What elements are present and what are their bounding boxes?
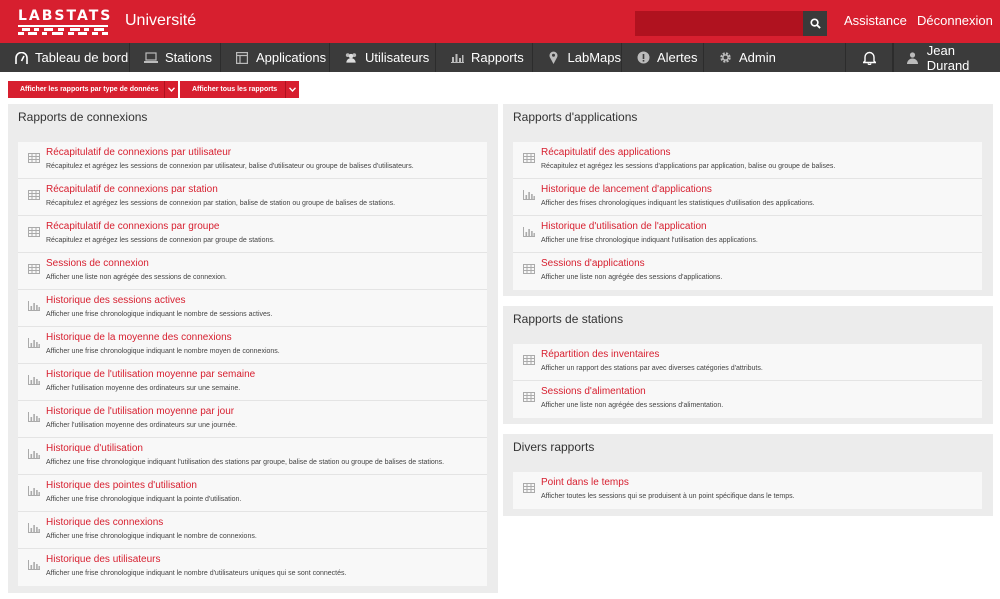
- report-link[interactable]: Historique des pointes d'utilisation: [46, 480, 197, 491]
- assistance-link[interactable]: Assistance: [844, 13, 907, 28]
- report-link[interactable]: Récapitulatif de connexions par groupe: [46, 221, 220, 232]
- report-item[interactable]: [513, 253, 982, 290]
- bar-chart-icon: [28, 446, 40, 456]
- nav-label: Tableau de bord: [35, 50, 129, 65]
- user-name: Jean Durand: [926, 42, 970, 73]
- search-icon: [810, 18, 821, 29]
- search-input[interactable]: [635, 11, 803, 36]
- report-description: Récapitulez et agrégez les sessions de connexion par utilisateur, balise d'utilisateur ou groupe de balises d'utilisateurs.: [46, 163, 414, 170]
- chevron-down-icon: [285, 81, 299, 98]
- report-link[interactable]: Historique de l'utilisation moyenne par jour: [46, 406, 235, 417]
- filter-all-dropdown[interactable]: [180, 81, 299, 98]
- connexions-reports-panel: [8, 104, 498, 593]
- labstats-logo[interactable]: [18, 8, 113, 36]
- filter-by-type-label: Afficher les rapports par type de données: [20, 86, 159, 93]
- report-link[interactable]: Sessions d'alimentation: [541, 386, 646, 397]
- bar-chart-icon: [28, 483, 40, 493]
- report-item[interactable]: [18, 438, 487, 475]
- report-link[interactable]: Historique d'utilisation de l'application: [541, 221, 707, 232]
- report-description: Afficher des frises chronologiques indiquant les statistiques d'utilisation des applications.: [541, 200, 815, 207]
- report-description: Afficher une liste non agrégée des sessions de connexion.: [46, 274, 227, 281]
- report-item[interactable]: [18, 364, 487, 401]
- report-link[interactable]: Sessions d'applications: [541, 258, 645, 269]
- report-description: Afficher l'utilisation moyenne des ordinateurs sur une journée.: [46, 422, 238, 429]
- report-item[interactable]: [513, 179, 982, 216]
- report-item[interactable]: [513, 381, 982, 418]
- nav-label: LabMaps: [567, 50, 621, 65]
- report-description: Récapitulez et agrégez les sessions de connexion par groupe de stations.: [46, 237, 275, 244]
- report-description: Afficher une liste non agrégée des sessions d'alimentation.: [541, 402, 724, 409]
- organization-name: Université: [125, 12, 197, 29]
- report-description: Afficher une liste non agrégée des sessions d'applications.: [541, 274, 723, 281]
- bell-icon: [862, 51, 876, 65]
- table-icon: [523, 480, 535, 490]
- report-link[interactable]: Récapitulatif de connexions par station: [46, 184, 218, 195]
- stations-reports-panel: [503, 306, 993, 424]
- nav-item-applications[interactable]: [221, 43, 330, 72]
- misc-reports-panel: [503, 434, 993, 516]
- top-header: [0, 0, 1000, 43]
- nav-item-reports[interactable]: [436, 43, 533, 72]
- report-link[interactable]: Récapitulatif des applications: [541, 147, 671, 158]
- report-item[interactable]: [18, 253, 487, 290]
- applications-reports-panel: [503, 104, 993, 296]
- nav-label: Applications: [256, 50, 327, 65]
- report-description: Afficher une frise chronologique indiquant le nombre d'utilisateurs uniques qui se sont connectés.: [46, 570, 347, 577]
- bar-chart-icon: [28, 557, 40, 567]
- nav-item-labmaps[interactable]: [533, 43, 622, 72]
- report-link[interactable]: Répartition des inventaires: [541, 349, 660, 360]
- report-item[interactable]: [18, 327, 487, 364]
- main-nav: [0, 43, 1000, 72]
- report-item[interactable]: [18, 401, 487, 438]
- report-item[interactable]: [18, 142, 487, 179]
- bar-chart-icon: [28, 409, 40, 419]
- bar-chart-icon: [28, 372, 40, 382]
- nav-item-dashboard[interactable]: [0, 43, 130, 72]
- report-description: Afficher une frise chronologique indiquant la pointe d'utilisation.: [46, 496, 242, 503]
- report-description: Affichez une frise chronologique indiquant l'utilisation des stations par groupe, balise de station ou groupe de balises de stations.: [46, 459, 445, 466]
- search-button[interactable]: [803, 11, 827, 36]
- table-icon: [28, 261, 40, 271]
- report-link[interactable]: Historique d'utilisation: [46, 443, 143, 454]
- stations-report-list: [513, 344, 982, 418]
- table-icon: [523, 352, 535, 362]
- nav-label: Utilisateurs: [365, 50, 430, 65]
- logout-link[interactable]: Déconnexion: [917, 13, 993, 28]
- logo-text: LABSTATS: [18, 8, 113, 24]
- report-item[interactable]: [513, 472, 982, 509]
- report-link[interactable]: Historique de lancement d'applications: [541, 184, 712, 195]
- report-item[interactable]: [18, 216, 487, 253]
- table-icon: [28, 187, 40, 197]
- panel-title: Rapports de connexions: [18, 110, 148, 124]
- map-marker-icon: [547, 51, 561, 65]
- report-description: Afficher une frise chronologique indiquant le nombre moyen de connexions.: [46, 348, 280, 355]
- misc-report-list: [513, 472, 982, 509]
- report-description: Afficher une frise chronologique indiquant le nombre de connexions.: [46, 533, 257, 540]
- nav-label: Admin: [739, 50, 776, 65]
- report-item[interactable]: [18, 549, 487, 586]
- report-link[interactable]: Historique des connexions: [46, 517, 164, 528]
- report-link[interactable]: Historique de l'utilisation moyenne par semaine: [46, 369, 256, 380]
- report-description: Afficher l'utilisation moyenne des ordinateurs sur une semaine.: [46, 385, 241, 392]
- filter-by-type-dropdown[interactable]: [8, 81, 178, 98]
- applications-report-list: [513, 142, 982, 290]
- bar-chart-icon: [450, 51, 464, 65]
- report-link[interactable]: Récapitulatif de connexions par utilisateur: [46, 147, 232, 158]
- report-item[interactable]: [513, 142, 982, 179]
- report-description: Afficher toutes les sessions qui se produisent à un point spécifique dans le temps.: [541, 493, 795, 500]
- report-description: Afficher une frise chronologique indiquant le nombre de sessions actives.: [46, 311, 273, 318]
- report-link[interactable]: Point dans le temps: [541, 477, 629, 488]
- report-description: Afficher un rapport des stations par avec diverses catégories d'attributs.: [541, 365, 763, 372]
- nav-item-users[interactable]: [330, 43, 436, 72]
- user-icon: [906, 51, 920, 65]
- bar-chart-icon: [523, 224, 535, 234]
- report-link[interactable]: Sessions de connexion: [46, 258, 149, 269]
- panel-title: Divers rapports: [513, 440, 595, 454]
- panel-title: Rapports d'applications: [513, 110, 638, 124]
- table-icon: [28, 224, 40, 234]
- report-item[interactable]: [18, 512, 487, 549]
- user-menu[interactable]: [893, 43, 1000, 72]
- nav-item-admin[interactable]: [704, 43, 784, 72]
- notifications-button[interactable]: [845, 43, 893, 72]
- report-item[interactable]: [18, 475, 487, 512]
- bar-chart-icon: [28, 335, 40, 345]
- nav-item-alerts[interactable]: [622, 43, 704, 72]
- nav-label: Alertes: [657, 50, 698, 65]
- report-description: Récapitulez et agrégez les sessions de connexion par station, balise de station ou groupe de balises de stations.: [46, 200, 396, 207]
- panel-title: Rapports de stations: [513, 312, 624, 326]
- bar-chart-icon: [523, 187, 535, 197]
- table-icon: [523, 389, 535, 399]
- report-link[interactable]: Historique de la moyenne des connexions: [46, 332, 232, 343]
- dashboard-icon: [14, 51, 28, 65]
- table-icon: [523, 150, 535, 160]
- report-description: Récapitulez et agrégez les sessions d'applications par application, balise ou groupe de balises.: [541, 163, 836, 170]
- nav-label: Stations: [165, 50, 212, 65]
- gear-icon: [718, 51, 732, 65]
- bar-chart-icon: [28, 520, 40, 530]
- report-item[interactable]: [18, 290, 487, 327]
- filter-all-label: Afficher tous les rapports: [192, 86, 278, 93]
- report-link[interactable]: Historique des sessions actives: [46, 295, 186, 306]
- connexions-report-list: [18, 142, 487, 586]
- nav-label: Rapports: [471, 50, 524, 65]
- report-item[interactable]: [18, 179, 487, 216]
- alert-icon: [636, 51, 650, 65]
- report-link[interactable]: Historique des utilisateurs: [46, 554, 161, 565]
- nav-item-stations[interactable]: [130, 43, 221, 72]
- chevron-down-icon: [164, 81, 178, 98]
- report-description: Afficher une frise chronologique indiquant l'utilisation des applications.: [541, 237, 758, 244]
- users-icon: [344, 51, 358, 65]
- report-item[interactable]: [513, 344, 982, 381]
- bar-chart-icon: [28, 298, 40, 308]
- logo-bars: [18, 25, 108, 36]
- table-icon: [523, 261, 535, 271]
- laptop-icon: [144, 51, 158, 65]
- window-icon: [235, 51, 249, 65]
- report-item[interactable]: [513, 216, 982, 253]
- table-icon: [28, 150, 40, 160]
